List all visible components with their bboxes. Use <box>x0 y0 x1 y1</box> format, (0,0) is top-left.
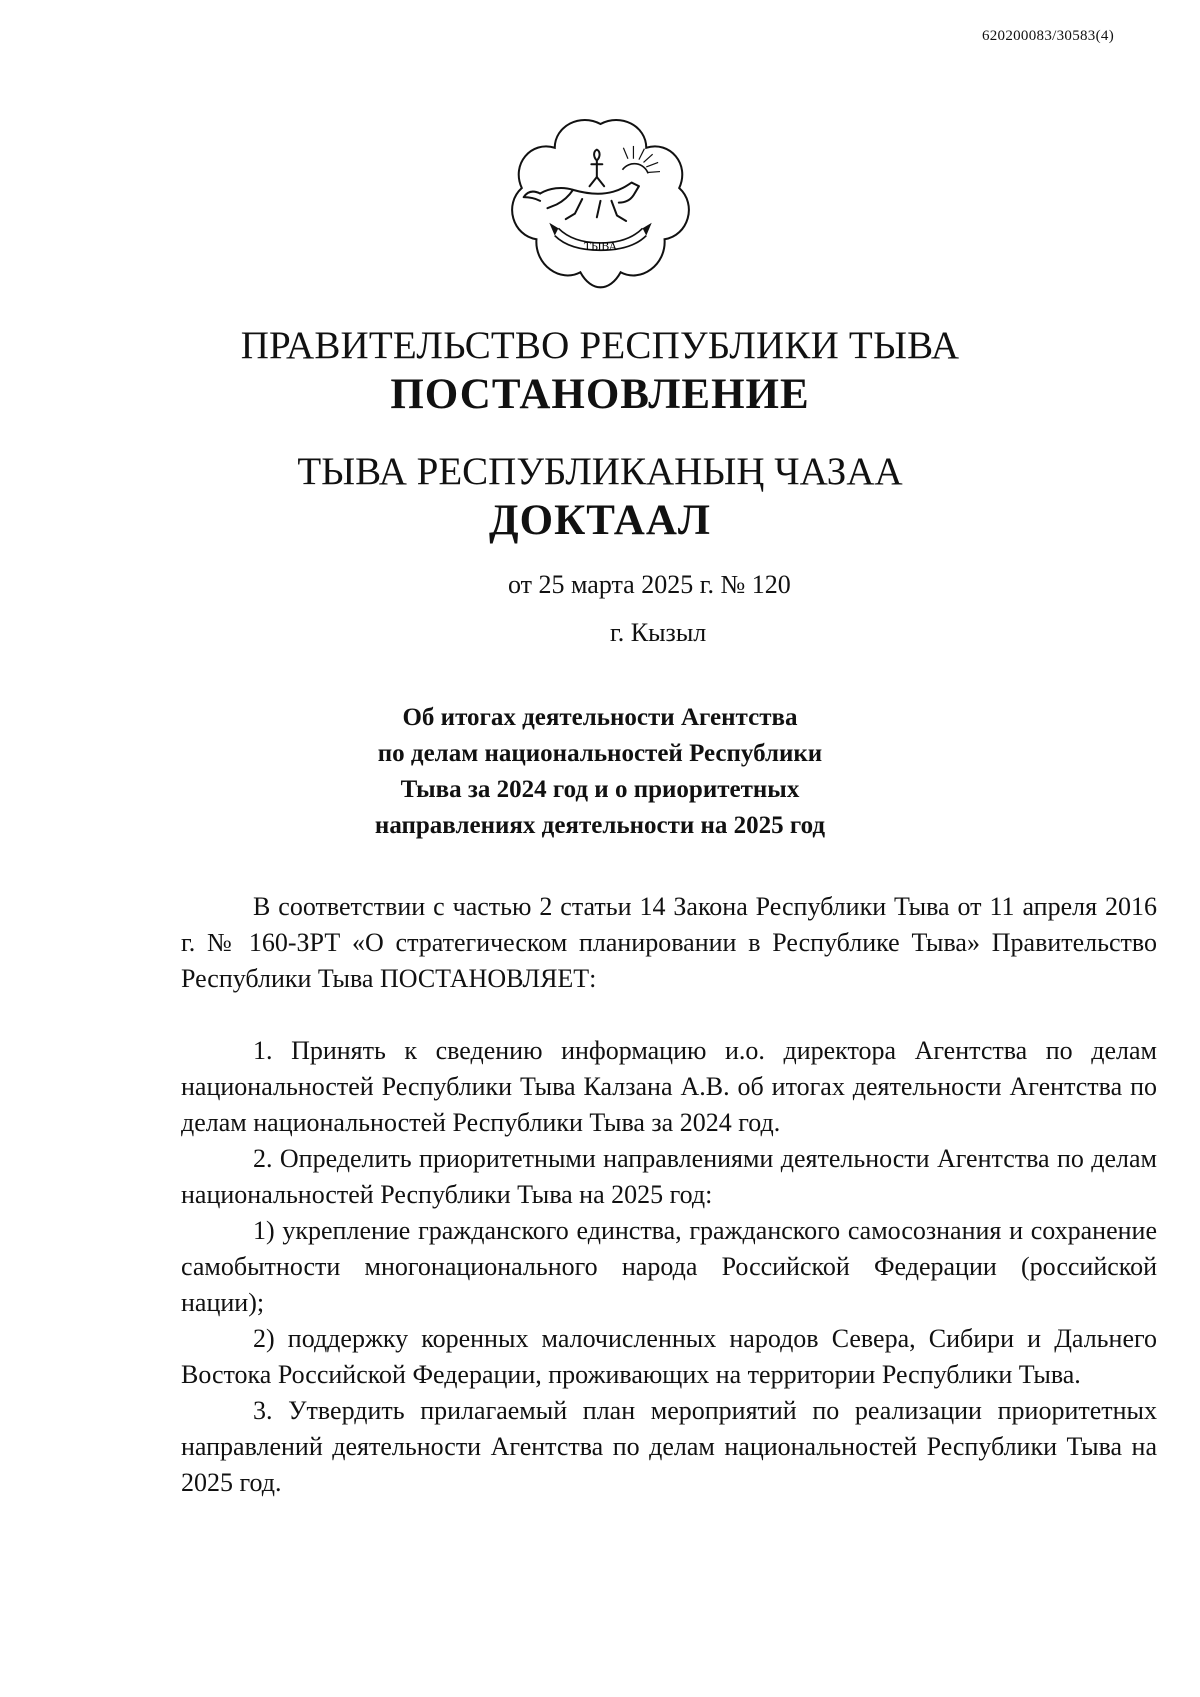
preamble-paragraph: В соответствии с частью 2 статьи 14 Закона Республики Тыва от 11 апреля 2016 г. № 160-ЗРТ «О стратегическом планировании в Республике Тыва» Правительство Республики Тыва ПОСТАНОВЛЯЕТ: <box>181 892 1157 993</box>
resolution-paragraph: 2) поддержку коренных малочисленных народов Севера, Сибири и Дальнего Востока Российской Федерации, проживающих на территории Республики Тыва. <box>181 1324 1157 1389</box>
emblem-ribbon-text: ТЫВА <box>583 239 618 254</box>
document-city: г. Кызыл <box>610 618 707 647</box>
resolution-items <box>181 1033 1157 1501</box>
document-number: 620200083/30583(4) <box>981 28 1114 44</box>
subject-line: направлениях деятельности на 2025 год <box>374 812 826 839</box>
subject-line: Тыва за 2024 год и о приоритетных <box>400 776 800 803</box>
subject-line: Об итогах деятельности Агентства <box>402 704 798 731</box>
government-title: ПРАВИТЕЛЬСТВО РЕСПУБЛИКИ ТЫВА <box>240 324 960 367</box>
document-subject <box>0 700 1200 844</box>
document-type-heading: ПОСТАНОВЛЕНИЕ <box>390 371 810 418</box>
resolution-paragraph: 1) укрепление гражданского единства, гражданского самосознания и сохранение самобытности многонационального народа Российской Федерации (российской нации); <box>181 1216 1157 1317</box>
preamble-block <box>181 889 1157 997</box>
subject-line: по делам национальностей Республики <box>377 740 823 767</box>
resolution-paragraph: 1. Принять к сведению информацию и.о. директора Агентства по делам национальностей Республики Тыва Калзана А.В. об итогах деятельности Агентства по делам национальностей Республики Тыва за 2024 год. <box>181 1036 1157 1137</box>
resolution-paragraph: 2. Определить приоритетными направлениями деятельности Агентства по делам национальностей Республики Тыва на 2025 год: <box>181 1144 1157 1209</box>
government-title-tyvan: ТЫВА РЕСПУБЛИКАНЫҢ ЧАЗАА <box>297 450 903 493</box>
document-type-heading-tyvan: ДОКТААЛ <box>489 497 711 544</box>
resolution-paragraph: 3. Утвердить прилагаемый план мероприятий по реализации приоритетных направлений деятельности Агентства по делам национальностей Республики Тыва на 2025 год. <box>181 1396 1157 1497</box>
tyva-coat-of-arms-icon <box>509 113 692 296</box>
document-date-number: от 25 марта 2025 г. № 120 <box>508 570 791 599</box>
